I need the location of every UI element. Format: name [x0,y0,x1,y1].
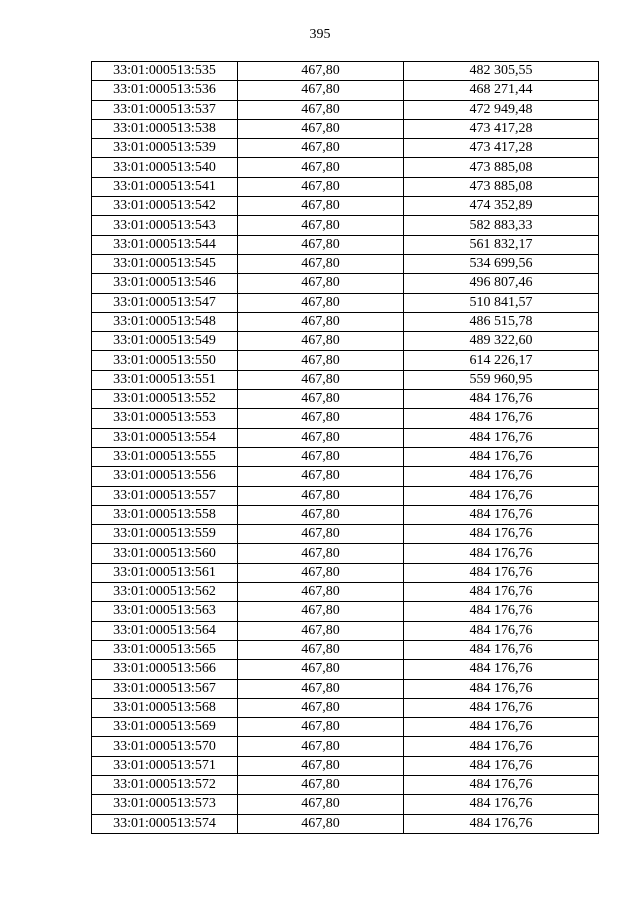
table-row [92,409,599,428]
area-cell: 467,80 [238,583,404,602]
cadastral-number-cell: 33:01:000513:565 [92,640,238,659]
area-cell: 467,80 [238,390,404,409]
cadastral-number-cell: 33:01:000513:560 [92,544,238,563]
table-row [92,525,599,544]
cadastral-number-cell: 33:01:000513:537 [92,100,238,119]
table-row [92,756,599,775]
cadastral-value-cell: 484 176,76 [404,525,599,544]
area-cell: 467,80 [238,312,404,331]
cadastral-number-cell: 33:01:000513:553 [92,409,238,428]
table-row [92,177,599,196]
page-number: 395 [309,27,331,42]
table-row [92,274,599,293]
area-cell: 467,80 [238,370,404,389]
area-cell: 467,80 [238,235,404,254]
cadastral-value-cell: 473 885,08 [404,158,599,177]
area-cell: 467,80 [238,621,404,640]
table-body [92,62,599,834]
cadastral-value-cell: 474 352,89 [404,197,599,216]
table-row [92,718,599,737]
cadastral-value-cell: 486 515,78 [404,312,599,331]
area-cell: 467,80 [238,332,404,351]
area-cell: 467,80 [238,795,404,814]
cadastral-value-cell: 484 176,76 [404,698,599,717]
table-row [92,139,599,158]
cadastral-number-cell: 33:01:000513:555 [92,447,238,466]
table-row [92,583,599,602]
cadastral-value-cell: 484 176,76 [404,563,599,582]
area-cell: 467,80 [238,100,404,119]
cadastral-number-cell: 33:01:000513:550 [92,351,238,370]
cadastral-value-cell: 484 176,76 [404,814,599,833]
cadastral-number-cell: 33:01:000513:558 [92,505,238,524]
cadastral-value-cell: 484 176,76 [404,795,599,814]
table-row [92,62,599,81]
cadastral-number-cell: 33:01:000513:542 [92,197,238,216]
cadastral-number-cell: 33:01:000513:561 [92,563,238,582]
table-row [92,544,599,563]
table-row [92,640,599,659]
cadastral-number-cell: 33:01:000513:572 [92,775,238,794]
area-cell: 467,80 [238,447,404,466]
table-row [92,679,599,698]
cadastral-value-cell: 484 176,76 [404,718,599,737]
cadastral-value-cell: 484 176,76 [404,467,599,486]
table-row [92,216,599,235]
cadastral-value-cell: 484 176,76 [404,486,599,505]
cadastral-number-cell: 33:01:000513:571 [92,756,238,775]
area-cell: 467,80 [238,274,404,293]
table-row [92,563,599,582]
cadastral-value-cell: 484 176,76 [404,660,599,679]
area-cell: 467,80 [238,293,404,312]
cadastral-number-cell: 33:01:000513:538 [92,119,238,138]
table-row [92,197,599,216]
area-cell: 467,80 [238,409,404,428]
area-cell: 467,80 [238,505,404,524]
table-row [92,254,599,273]
cadastral-value-cell: 468 271,44 [404,81,599,100]
cadastral-value-cell: 534 699,56 [404,254,599,273]
cadastral-number-cell: 33:01:000513:546 [92,274,238,293]
table-row [92,81,599,100]
table-row [92,467,599,486]
cadastral-number-cell: 33:01:000513:544 [92,235,238,254]
area-cell: 467,80 [238,660,404,679]
table-row [92,737,599,756]
area-cell: 467,80 [238,81,404,100]
cadastral-number-cell: 33:01:000513:574 [92,814,238,833]
table-row [92,370,599,389]
cadastral-value-cell: 484 176,76 [404,621,599,640]
table-row [92,795,599,814]
cadastral-value-cell: 559 960,95 [404,370,599,389]
area-cell: 467,80 [238,756,404,775]
area-cell: 467,80 [238,197,404,216]
cadastral-number-cell: 33:01:000513:551 [92,370,238,389]
cadastral-number-cell: 33:01:000513:573 [92,795,238,814]
cadastral-number-cell: 33:01:000513:556 [92,467,238,486]
table-row [92,602,599,621]
area-cell: 467,80 [238,775,404,794]
cadastral-value-cell: 484 176,76 [404,544,599,563]
table-row [92,814,599,833]
cadastral-number-cell: 33:01:000513:548 [92,312,238,331]
area-cell: 467,80 [238,351,404,370]
cadastral-number-cell: 33:01:000513:552 [92,390,238,409]
table-row [92,698,599,717]
cadastral-number-cell: 33:01:000513:539 [92,139,238,158]
cadastral-value-cell: 484 176,76 [404,583,599,602]
cadastral-number-cell: 33:01:000513:554 [92,428,238,447]
cadastral-value-cell: 482 305,55 [404,62,599,81]
cadastral-value-cell: 484 176,76 [404,679,599,698]
table-row [92,312,599,331]
area-cell: 467,80 [238,602,404,621]
cadastral-value-cell: 473 417,28 [404,139,599,158]
table-row [92,660,599,679]
table-row [92,486,599,505]
area-cell: 467,80 [238,62,404,81]
cadastral-value-cell: 614 226,17 [404,351,599,370]
area-cell: 467,80 [238,467,404,486]
cadastral-number-cell: 33:01:000513:562 [92,583,238,602]
table-row [92,235,599,254]
cadastral-number-cell: 33:01:000513:543 [92,216,238,235]
table-row [92,505,599,524]
area-cell: 467,80 [238,698,404,717]
cadastral-number-cell: 33:01:000513:563 [92,602,238,621]
cadastral-value-cell: 472 949,48 [404,100,599,119]
cadastral-value-cell: 484 176,76 [404,737,599,756]
area-cell: 467,80 [238,486,404,505]
cadastral-value-cell: 489 322,60 [404,332,599,351]
cadastral-number-cell: 33:01:000513:559 [92,525,238,544]
area-cell: 467,80 [238,158,404,177]
cadastral-value-cell: 582 883,33 [404,216,599,235]
area-cell: 467,80 [238,216,404,235]
cadastral-number-cell: 33:01:000513:536 [92,81,238,100]
cadastral-number-cell: 33:01:000513:569 [92,718,238,737]
area-cell: 467,80 [238,428,404,447]
table-row [92,293,599,312]
cadastral-value-cell: 473 885,08 [404,177,599,196]
area-cell: 467,80 [238,814,404,833]
table-row [92,447,599,466]
cadastral-value-cell: 484 176,76 [404,447,599,466]
table-row [92,332,599,351]
cadastral-value-cell: 484 176,76 [404,640,599,659]
table-row [92,119,599,138]
cadastral-number-cell: 33:01:000513:549 [92,332,238,351]
cadastral-number-cell: 33:01:000513:545 [92,254,238,273]
table-row [92,621,599,640]
cadastral-value-cell: 473 417,28 [404,119,599,138]
cadastral-number-cell: 33:01:000513:568 [92,698,238,717]
cadastral-value-cell: 484 176,76 [404,428,599,447]
area-cell: 467,80 [238,640,404,659]
cadastral-value-cell: 561 832,17 [404,235,599,254]
cadastral-value-cell: 484 176,76 [404,602,599,621]
cadastral-value-cell: 496 807,46 [404,274,599,293]
cadastral-value-cell: 484 176,76 [404,409,599,428]
cadastral-number-cell: 33:01:000513:541 [92,177,238,196]
table-row [92,390,599,409]
cadastral-value-table [91,61,599,834]
cadastral-value-cell: 484 176,76 [404,775,599,794]
table-row [92,775,599,794]
area-cell: 467,80 [238,525,404,544]
cadastral-number-cell: 33:01:000513:570 [92,737,238,756]
area-cell: 467,80 [238,563,404,582]
cadastral-number-cell: 33:01:000513:557 [92,486,238,505]
cadastral-number-cell: 33:01:000513:547 [92,293,238,312]
area-cell: 467,80 [238,119,404,138]
cadastral-number-cell: 33:01:000513:566 [92,660,238,679]
area-cell: 467,80 [238,679,404,698]
cadastral-value-cell: 484 176,76 [404,390,599,409]
cadastral-number-cell: 33:01:000513:564 [92,621,238,640]
table-row [92,351,599,370]
area-cell: 467,80 [238,737,404,756]
cadastral-value-cell: 484 176,76 [404,505,599,524]
cadastral-value-cell: 484 176,76 [404,756,599,775]
table-row [92,428,599,447]
area-cell: 467,80 [238,177,404,196]
cadastral-number-cell: 33:01:000513:540 [92,158,238,177]
cadastral-number-cell: 33:01:000513:535 [92,62,238,81]
cadastral-number-cell: 33:01:000513:567 [92,679,238,698]
table-row [92,100,599,119]
area-cell: 467,80 [238,718,404,737]
area-cell: 467,80 [238,139,404,158]
area-cell: 467,80 [238,254,404,273]
area-cell: 467,80 [238,544,404,563]
cadastral-value-cell: 510 841,57 [404,293,599,312]
table-row [92,158,599,177]
